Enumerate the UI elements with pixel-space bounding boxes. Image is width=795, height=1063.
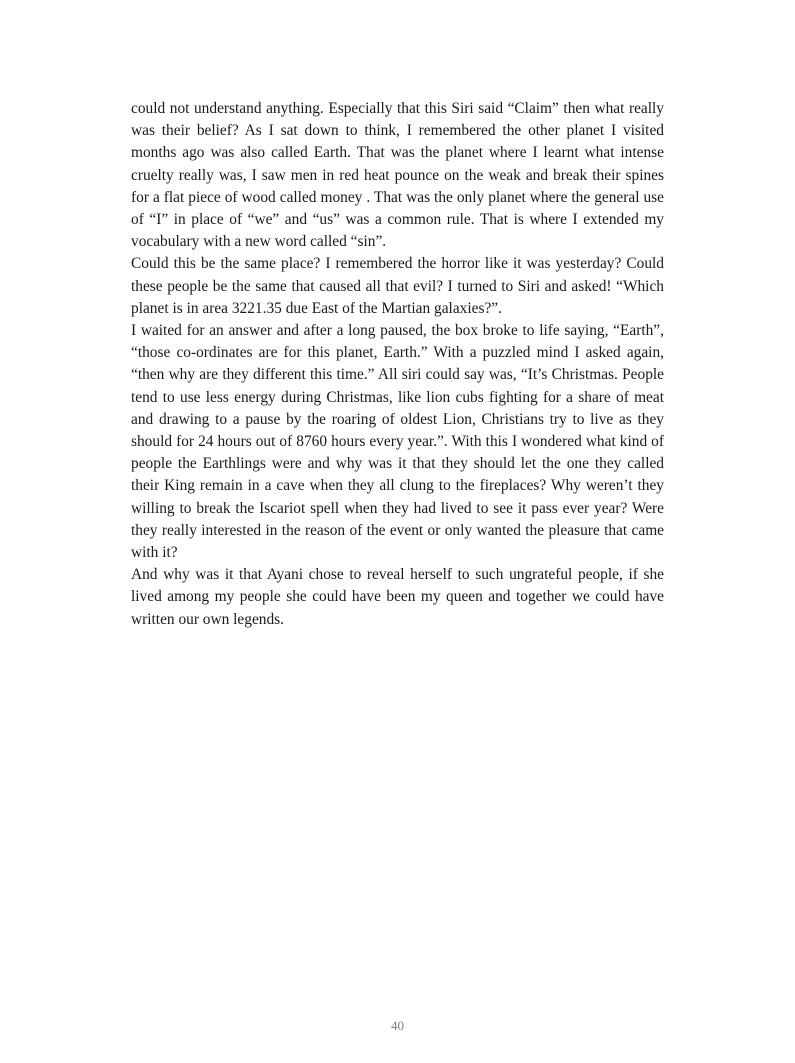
paragraph: And why was it that Ayani chose to reveal herself to such ungrateful people, if she lived among my people she could have been my queen and together we could have written our own legends. [131, 566, 664, 628]
page-number: 40 [391, 1018, 404, 1033]
paragraph: could not understand anything. Especially that this Siri said “Claim” then what really was their belief? As I sat down to think, I remembered the other planet I visited months ago was also called Earth. That was the planet where I learnt what intense cruelty really was, I saw men in red heat pounce on the weak and break their spines for a flat piece of wood called money . That was the only planet where the general use of “I” in place of “we” and “us” was a common rule. That is where I extended my vocabulary with a new word called “sin”. [131, 100, 664, 251]
paragraph: Could this be the same place? I remembered the horror like it was yesterday? Could these people be the same that caused all that evil? I turned to Siri and asked! “Which planet is in area 3221.35 due East of the Martian galaxies?”. [131, 255, 664, 317]
body-text [131, 98, 664, 631]
paragraph: I waited for an answer and after a long paused, the box broke to life saying, “Earth”, “those co-ordinates are for this planet, Earth.” With a puzzled mind I asked again, “then why are they different this time.” All siri could say was, “It’s Christmas. People tend to use less energy during Christmas, like lion cubs fighting for a share of meat and drawing to a pause by the roaring of oldest Lion, Christians try to live as they should for 24 hours out of 8760 hours every year.”. With this I wondered what kind of people the Earthlings were and why was it that they should let the one they called their King remain in a cave when they all clung to the fireplaces? Why weren’t they willing to break the Iscariot spell when they had lived to see it pass ever year? Were they really interested in the reason of the event or only wanted the pleasure that came with it? [131, 322, 664, 562]
